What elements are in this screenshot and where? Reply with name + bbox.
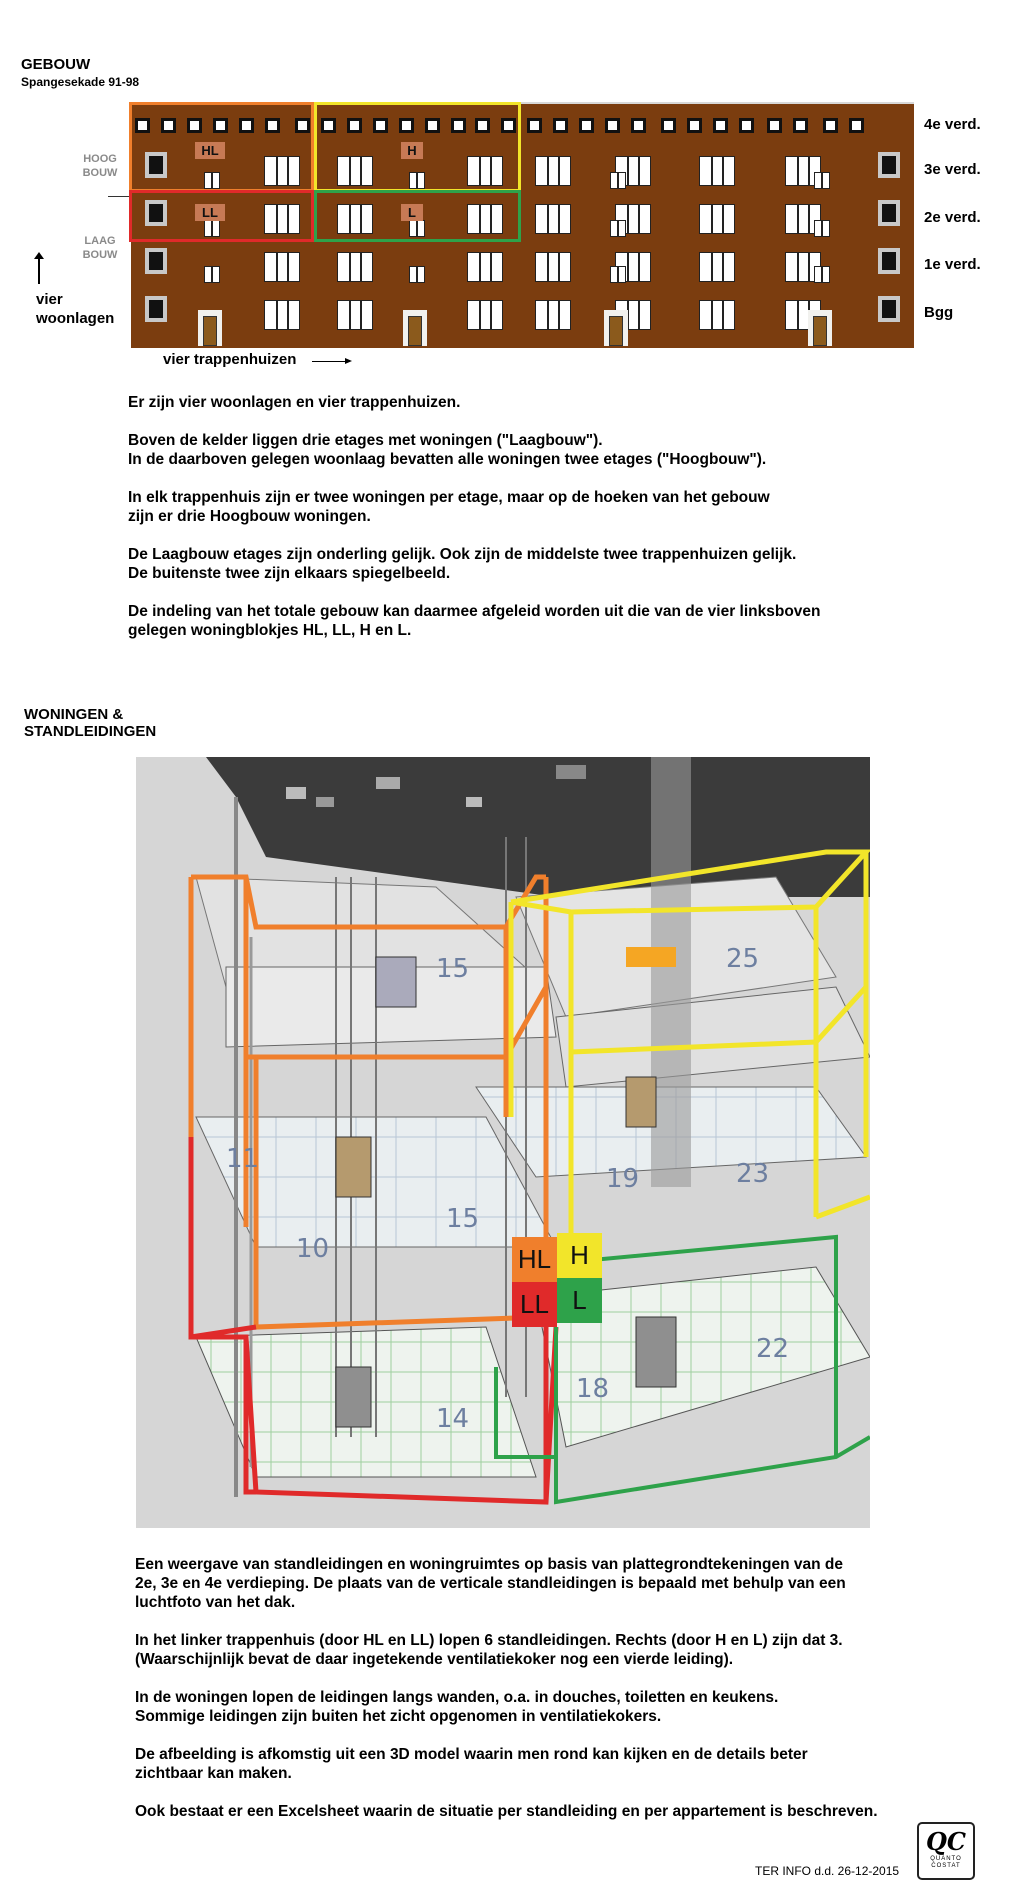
side-window bbox=[145, 248, 167, 274]
tag-hl: HL bbox=[195, 142, 225, 159]
room-number: 22 bbox=[756, 1334, 790, 1364]
attic-window bbox=[823, 118, 838, 133]
side-window bbox=[878, 296, 900, 322]
hoogbouw-label: HOOG BOUW bbox=[82, 153, 118, 179]
small-window bbox=[814, 172, 830, 189]
outro-paragraph-2: In het linker trappenhuis (door HL en LL) lopen 6 standleidingen. Rechts (door H en L) zijn dat 3. (Waarschijnlijk bevat de daar ingetekende ventilatiekoker nog een vierde leiding). bbox=[135, 1632, 843, 1668]
entrance-door bbox=[808, 310, 832, 346]
outro-paragraph-3: In de woningen lopen de leidingen langs wanden, o.a. in douches, toiletten en keukens. Sommige leidingen zijn buiten het zicht opgenomen in ventilatiekokers. bbox=[135, 1689, 779, 1725]
box-ll bbox=[129, 190, 314, 242]
intro-paragraph-2: Boven de kelder liggen drie etages met woningen ("Laagbouw"). In de daarboven gelegen woonlaag bevatten alle woningen twee etages ("Hoogbouw"). bbox=[128, 432, 767, 468]
small-window bbox=[610, 266, 626, 283]
attic-window bbox=[553, 118, 568, 133]
window bbox=[264, 300, 300, 330]
window bbox=[337, 300, 373, 330]
intro-paragraph-3: In elk trappenhuis zijn er twee woningen per etage, maar op de hoeken van het gebouw zijn er drie Hoogbouw woningen. bbox=[128, 489, 770, 525]
floor-label-1: 1e verd. bbox=[924, 256, 981, 273]
window bbox=[535, 252, 571, 282]
small-window bbox=[814, 266, 830, 283]
room-number: 11 bbox=[226, 1144, 260, 1174]
room-number: 15 bbox=[436, 954, 470, 984]
laagbouw-label: LAAG BOUW bbox=[82, 235, 118, 261]
section-title-gebouw: GEBOUW bbox=[21, 56, 91, 73]
entrance-door bbox=[403, 310, 427, 346]
window bbox=[467, 252, 503, 282]
vier-trappenhuizen-label: vier trappenhuizen bbox=[163, 351, 297, 368]
attic-window bbox=[661, 118, 676, 133]
attic-window bbox=[631, 118, 646, 133]
door-panel bbox=[813, 316, 827, 346]
door-panel bbox=[203, 316, 217, 346]
building-address: Spangesekade 91-98 bbox=[21, 75, 140, 89]
right-arrowhead-icon bbox=[345, 358, 352, 364]
room-number: 25 bbox=[726, 944, 760, 974]
3d-model-drawing bbox=[136, 757, 870, 1528]
room-number: 19 bbox=[606, 1164, 640, 1194]
badge-l: L bbox=[557, 1278, 602, 1323]
window bbox=[337, 252, 373, 282]
window bbox=[699, 300, 735, 330]
small-window bbox=[409, 266, 425, 283]
floor-label-bgg: Bgg bbox=[924, 304, 954, 321]
box-hl bbox=[129, 102, 314, 192]
window bbox=[699, 204, 735, 234]
badge-hl: HL bbox=[512, 1237, 557, 1282]
small-window bbox=[610, 172, 626, 189]
window bbox=[535, 204, 571, 234]
attic-window bbox=[687, 118, 702, 133]
outro-paragraph-4: De afbeelding is afkomstig uit een 3D model waarin men rond kan kijken en de details beter zichtbaar kan maken. bbox=[135, 1746, 808, 1782]
up-arrowhead-icon bbox=[34, 252, 44, 259]
attic-window bbox=[793, 118, 808, 133]
intro-paragraph-4: De Laagbouw etages zijn onderling gelijk. Ook zijn de middelste twee trappenhuizen gelijk. De buitenste twee zijn elkaars spiegelbeeld. bbox=[128, 546, 797, 582]
badge-h: H bbox=[557, 1233, 602, 1278]
entrance-door bbox=[198, 310, 222, 346]
side-window bbox=[145, 296, 167, 322]
attic-window bbox=[767, 118, 782, 133]
room-number: 15 bbox=[446, 1204, 480, 1234]
section-title-woningen: WONINGEN & STANDLEIDINGEN bbox=[24, 706, 157, 740]
side-window bbox=[878, 152, 900, 178]
attic-window bbox=[739, 118, 754, 133]
logo-mark: QC bbox=[925, 1827, 966, 1856]
footer-credit: TER INFO d.d. 26-12-2015 bbox=[755, 1864, 900, 1878]
tag-h: H bbox=[401, 142, 423, 159]
right-arrow-icon bbox=[312, 361, 346, 362]
small-window bbox=[204, 266, 220, 283]
tag-l: L bbox=[401, 204, 423, 221]
small-window bbox=[610, 220, 626, 237]
side-window bbox=[878, 248, 900, 274]
badge-ll: LL bbox=[512, 1282, 557, 1327]
door-panel bbox=[408, 316, 422, 346]
attic-window bbox=[713, 118, 728, 133]
room-number: 14 bbox=[436, 1404, 470, 1434]
small-window bbox=[814, 220, 830, 237]
intro-paragraph-1: Er zijn vier woonlagen en vier trappenhuizen. bbox=[128, 394, 461, 411]
up-arrow-icon bbox=[38, 256, 40, 284]
side-window bbox=[878, 200, 900, 226]
logo-text: QUANTO COSTAT bbox=[930, 1856, 962, 1869]
window bbox=[467, 300, 503, 330]
box-h bbox=[314, 102, 521, 192]
room-number: 18 bbox=[576, 1374, 610, 1404]
3d-model-image bbox=[136, 757, 870, 1528]
floor-label-4: 4e verd. bbox=[924, 116, 981, 133]
attic-window bbox=[527, 118, 542, 133]
attic-window bbox=[579, 118, 594, 133]
window bbox=[699, 156, 735, 186]
building-facade bbox=[131, 102, 914, 348]
box-l bbox=[314, 190, 521, 242]
window bbox=[264, 252, 300, 282]
window bbox=[699, 252, 735, 282]
attic-window bbox=[605, 118, 620, 133]
floor-label-2: 2e verd. bbox=[924, 209, 981, 226]
attic-window bbox=[849, 118, 864, 133]
outro-paragraph-5: Ook bestaat er een Excelsheet waarin de situatie per standleiding en per appartement is beschreven. bbox=[135, 1803, 878, 1820]
floor-label-3: 3e verd. bbox=[924, 161, 981, 178]
window bbox=[535, 156, 571, 186]
level-divider-line bbox=[108, 196, 131, 197]
door-panel bbox=[609, 316, 623, 346]
vier-woonlagen-label: vier woonlagen bbox=[36, 291, 115, 327]
intro-paragraph-5: De indeling van het totale gebouw kan daarmee afgeleid worden uit die van de vier linksboven gelegen woningblokjes HL, LL, H en L. bbox=[128, 603, 821, 639]
entrance-door bbox=[604, 310, 628, 346]
room-number: 10 bbox=[296, 1234, 330, 1264]
tag-ll: LL bbox=[195, 204, 225, 221]
window bbox=[535, 300, 571, 330]
quanto-costat-logo bbox=[917, 1822, 975, 1880]
outro-paragraph-1: Een weergave van standleidingen en woningruimtes op basis van plattegrondtekeningen van de 2e, 3e en 4e verdieping. De plaats van de verticale standleidingen is bepaald met behulp van een luchtfoto van het dak. bbox=[135, 1556, 846, 1611]
room-number: 23 bbox=[736, 1159, 770, 1189]
